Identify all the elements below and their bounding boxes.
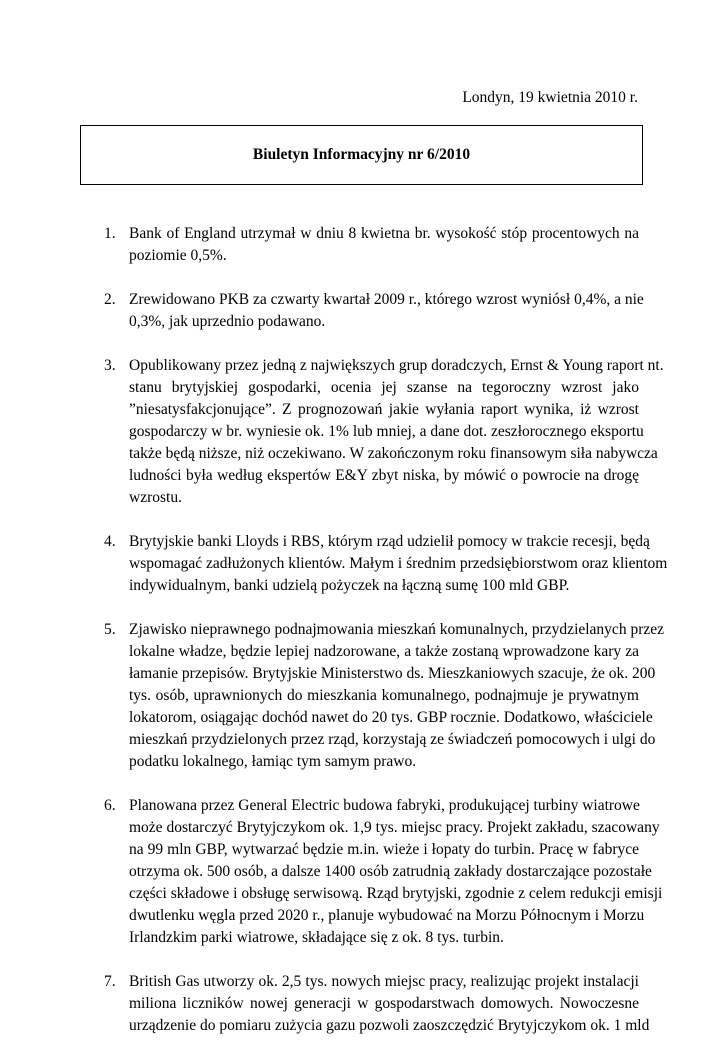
bulletin-title: Biuletyn Informacyjny nr 6/2010: [252, 146, 471, 163]
news-list: [0, 223, 725, 1059]
list-item: [0, 355, 725, 509]
item-number: 2.: [104, 291, 116, 308]
item-text: Bank of England utrzymał w dniu 8 kwietna br. wysokość stóp procentowych na poziomie 0,5%.: [129, 225, 639, 264]
item-number: 4.: [104, 533, 116, 550]
item-number: 6.: [104, 797, 116, 814]
list-item: [0, 531, 725, 597]
item-text: Planowana przez General Electric budowa fabryki, produkującej turbiny wiatrowe może dostarczyć Brytyjczykom ok. 1,9 tys. miejsc pracy. Projekt zakładu, szacowany na 99 mln GBP, wytwarzać będzie m.in. wieże i łopaty do turbin. Pracę w fabryce otrzyma ok. 500 osób, a dalsze 1400 osób zatrudnią zakłady dostarczające pozostałe części składowe i obsługę serwisową. Rząd brytyjski, zgodnie z celem redukcji emisji dwutlenku węgla przed 2020 r., planuje wybudować na Morzu Północnym i Morzu Irlandzkim parki wiatrowe, składające się z ok. 8 tys. turbin.: [129, 797, 663, 946]
date-line: Londyn, 19 kwietnia 2010 r.: [462, 89, 638, 106]
item-text: Zrewidowano PKB za czwarty kwartał 2009 r., którego wzrost wyniósł 0,4%, a nie 0,3%, jak uprzednio podawano.: [129, 291, 644, 330]
item-text: Opublikowany przez jedną z największych grup doradczych, Ernst & Young raport nt. stanu brytyjskiej gospodarki, ocenia jej szanse na tegoroczny wzrost jako ”niesatysfakcjonujące”. Z prognozowań jakie wyłania raport wynika, iż wzrost gospodarczy w br. wyniesie ok. 1% lub mniej, a dane dot. zeszłorocznego eksportu także będą niższe, niż oczekiwano. W zakończonym roku finansowym siła nabywcza ludności była według ekspertów E&Y zbyt niska, by mówić o powrocie na drogę wzrostu.: [129, 357, 664, 506]
list-item: [0, 223, 725, 267]
title-box: [80, 125, 643, 185]
item-number: 1.: [104, 225, 116, 242]
list-item: [0, 619, 725, 773]
item-text: Brytyjskie banki Lloyds i RBS, którym rząd udzielił pomocy w trakcie recesji, będą wspomagać zadłużonych klientów. Małym i średnim przedsiębiorstwom oraz klientom indywidualnym, banki udzielą pożyczek na łączną sumę 100 mld GBP.: [129, 533, 668, 594]
item-text: British Gas utworzy ok. 2,5 tys. nowych miejsc pracy, realizując projekt instalacji miliona liczników nowej generacji w gospodarstwach domowych. Nowoczesne urządzenie do pomiaru zużycia gazu pozwoli zaoszczędzić Brytyjczykom ok. 1 mld: [129, 973, 650, 1034]
item-number: 5.: [104, 621, 116, 638]
item-number: 3.: [104, 357, 116, 374]
item-number: 7.: [104, 973, 116, 990]
list-item: [0, 795, 725, 949]
list-item: [0, 971, 725, 1037]
list-item: [0, 289, 725, 333]
item-text: Zjawisko nieprawnego podnajmowania mieszkań komunalnych, przydzielanych przez lokalne władze, będzie lepiej nadzorowane, a także zostaną wprowadzone kary za łamanie przepisów. Brytyjskie Ministerstwo ds. Mieszkaniowych szacuje, że ok. 200 tys. osób, uprawnionych do mieszkania komunalnego, podnajmuje je prywatnym lokatorom, osiągając dochód nawet do 20 tys. GBP rocznie. Dodatkowo, właściciele mieszkań przydzielonych przez rząd, korzystają ze świadczeń pomocowych i ulgi do podatku lokalnego, łamiąc tym samym prawo.: [129, 621, 664, 770]
